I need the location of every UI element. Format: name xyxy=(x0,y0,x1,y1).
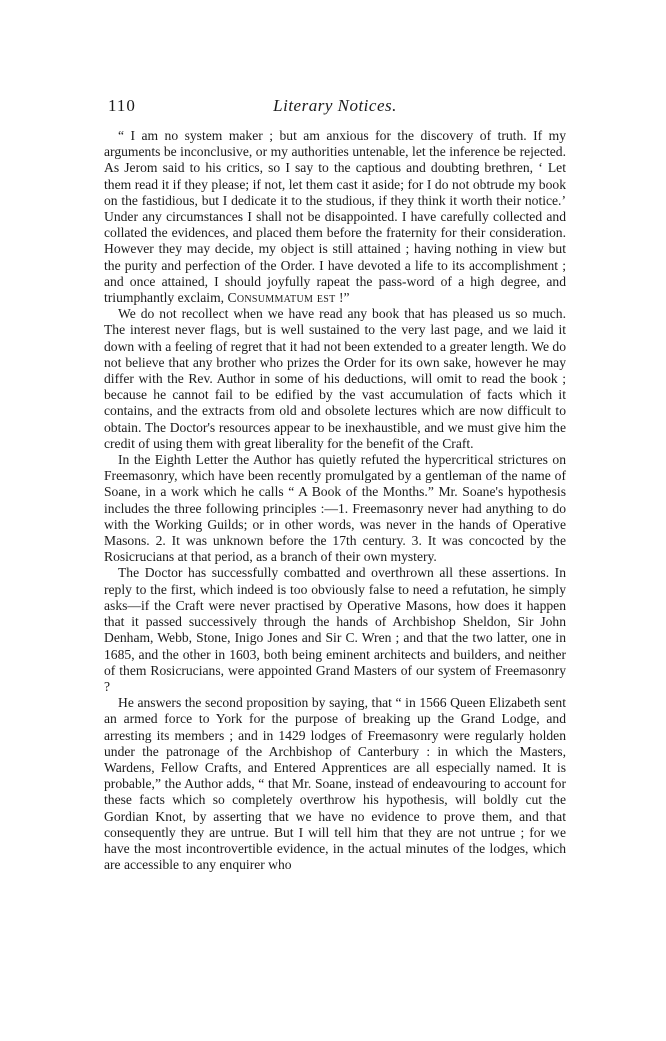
paragraph-quote xyxy=(104,128,566,306)
running-head xyxy=(104,96,566,122)
paragraph-text: “ I am no system maker ; but am anxious for the discovery of truth. If my arguments be inconclusive, or my authorities untenable, let the inference be rejected. As Jerom said to his critics, so I say to the captious and doubting brethren, ‘ Let them read it if they please; if not, let them cast it aside; for I do not obtrude my book on the fastidious, but I dedicate it to the studious, if they think it worth their notice.’ Under any circumstances I shall not be disappointed. I have carefully collected and collated the evidences, and placed them before the fraternity for their consideration. However they may decide, my object is still attained ; having nothing in view but the purity and perfection of the Order. I have devoted a life to its accomplishment ; and once attained, I should joyfully rapeat the pass-word of a high degree, and triumphantly exclaim, xyxy=(104,128,566,306)
paragraph: He answers the second proposition by saying, that “ in 1566 Queen Elizabeth sent an armed force to York for the purpose of breaking up the Grand Lodge, and arresting its members ; and in 1429 lodges of Freemasonry were regularly holden under the patronage of the Archbishop of Canterbury : in which the Masters, Wardens, Fellow Crafts, and Entered Apprentices are all especially named. It is probable,” the Author adds, “ that Mr. Soane, instead of endeavouring to account for these facts which so completely overthrow his hypothesis, will boldly cut the Gordian Knot, by asserting that we have no evidence to prove them, and that consequently they are untrue. But I will tell him that they are not untrue ; for we have the most incontrovertible evidence, in the actual minutes of the lodges, which are accessible to any enquirer who xyxy=(104,695,566,873)
paragraph: In the Eighth Letter the Author has quietly refuted the hypercritical strictures on Freemasonry, which have been recently promulgated by a gentleman of the name of Soane, in a work which he calls “ A Book of the Months.” Mr. Soane's hypothesis includes the three following principles :—1. Freemasonry never had anything to do with the Working Guilds; or in other words, was never in the hands of Operative Masons. 2. It was unknown before the 17th century. 3. It was concocted by the Rosicrucians at that period, as a branch of their own mystery. xyxy=(104,452,566,565)
book-page xyxy=(104,96,566,873)
smallcaps-phrase: Consummatum est xyxy=(227,290,336,306)
paragraph: We do not recollect when we have read any book that has pleased us so much. The interest never flags, but is well sustained to the very last page, and we laid it down with a feeling of regret that it had not been extended to a greater length. We do not believe that any brother who prizes the Order for its own sake, however he may differ with the Rev. Author in some of his deductions, will omit to read the book ; because he cannot fail to be edified by the vast accumulation of facts which it contains, and the extracts from old and obsolete lectures which are now difficult to obtain. The Doctor's resources appear to be inexhaustible, and we must give him the credit of using them with great liberality for the benefit of the Craft. xyxy=(104,306,566,451)
running-title: Literary Notices. xyxy=(273,96,397,115)
body-text xyxy=(104,128,566,873)
paragraph-tail: !” xyxy=(335,290,350,306)
page-number: 110 xyxy=(108,96,136,115)
paragraph: The Doctor has successfully combatted and overthrown all these assertions. In reply to the first, which indeed is too obviously false to need a refutation, he simply asks—if the Craft were never practised by Operative Masons, how does it happen that it passed successively through the hands of Archbishop Sheldon, Sir John Denham, Webb, Stone, Inigo Jones and Sir C. Wren ; and that the two latter, one in 1685, and the other in 1603, both being eminent architects and builders, and neither of them Rosicrucians, were appointed Grand Masters of our system of Freemasonry ? xyxy=(104,565,566,694)
